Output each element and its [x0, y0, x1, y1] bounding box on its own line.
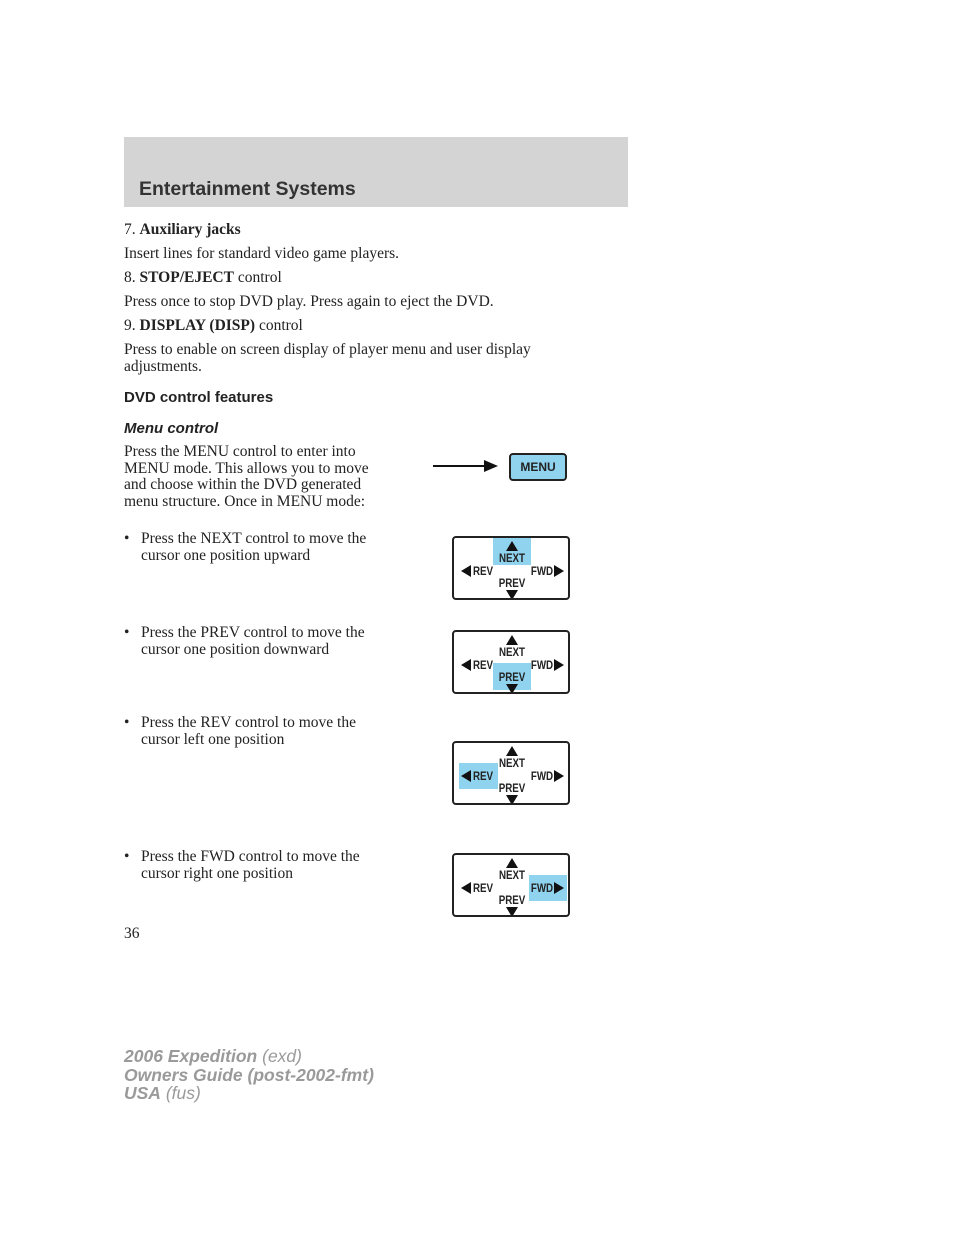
label-fwd: FWD: [530, 659, 554, 673]
arrow-down-icon: [506, 907, 518, 915]
control-pad-graphic: [454, 632, 568, 692]
item-suffix: control: [255, 317, 303, 334]
label-prev: PREV: [498, 894, 526, 908]
arrow-up-icon: [506, 858, 518, 868]
footer-market: USA: [124, 1083, 161, 1103]
item-9-description: Press to enable on screen display of player menu and user display adjustments.: [124, 341, 531, 375]
label-next: NEXT: [498, 552, 526, 566]
label-next: NEXT: [498, 869, 526, 883]
footer-model-code: (exd): [257, 1046, 302, 1066]
item-8-description: Press once to stop DVD play. Press again to eject the DVD.: [124, 293, 494, 310]
bullet-text: Press the REV control to move the cursor left one position: [141, 714, 356, 748]
footer-market-code: (fus): [160, 1083, 201, 1103]
label-prev: PREV: [498, 671, 526, 685]
label-fwd: FWD: [530, 770, 554, 784]
control-pad-graphic: [454, 538, 568, 598]
bullet-dot-icon: •: [124, 714, 130, 731]
menu-intro-text: Press the MENU control to enter into MENU mode. This allows you to move and choose within the DVD generated menu structure. Once in MENU mode:: [124, 443, 369, 510]
label-next: NEXT: [498, 646, 526, 660]
control-pad-fwd: [452, 853, 570, 917]
label-rev: REV: [472, 882, 494, 896]
footer: [124, 1047, 374, 1103]
label-fwd: FWD: [530, 882, 554, 896]
item-7-heading: [124, 222, 241, 239]
item-label: Auxiliary jacks: [139, 221, 241, 238]
bullet-dot-icon: •: [124, 530, 130, 547]
control-pad-prev: [452, 630, 570, 694]
control-pad-rev: [452, 741, 570, 805]
arrow-right-icon: [432, 458, 500, 474]
label-prev: PREV: [498, 782, 526, 796]
menu-control-subheading: Menu control: [124, 420, 219, 437]
item-suffix: control: [233, 269, 282, 286]
item-9-heading: [124, 318, 303, 335]
control-pad-graphic: [454, 743, 568, 803]
control-pad-next: [452, 536, 570, 600]
arrow-right-icon: [554, 770, 564, 782]
arrow-right-icon: [554, 565, 564, 577]
item-number: 8.: [124, 269, 136, 286]
item-number: 9.: [124, 317, 136, 334]
label-rev: REV: [472, 659, 494, 673]
item-label: STOP/EJECT: [139, 269, 234, 286]
arrow-right-icon: [554, 659, 564, 671]
arrow-left-icon: [461, 882, 471, 894]
menu-button: MENU: [509, 453, 567, 481]
bullet-text: Press the FWD control to move the cursor right one position: [141, 848, 360, 882]
footer-line-3: [124, 1084, 374, 1103]
arrow-left-icon: [461, 659, 471, 671]
control-pad-graphic: [454, 855, 568, 915]
arrow-left-icon: [461, 565, 471, 577]
bullet-text: Press the NEXT control to move the cursor one position upward: [141, 530, 367, 564]
label-next: NEXT: [498, 757, 526, 771]
arrow-up-icon: [506, 635, 518, 645]
dvd-heading: DVD control features: [124, 389, 274, 406]
arrow-up-icon: [506, 746, 518, 756]
section-title: Entertainment Systems: [139, 178, 356, 200]
label-rev: REV: [472, 565, 494, 579]
arrow-down-icon: [506, 795, 518, 803]
label-fwd: FWD: [530, 565, 554, 579]
page-number: 36: [124, 925, 140, 942]
bullet-dot-icon: •: [124, 624, 130, 641]
label-prev: PREV: [498, 577, 526, 591]
label-rev: REV: [472, 770, 494, 784]
footer-line-2: Owners Guide (post-2002-fmt): [124, 1064, 374, 1085]
bullet-dot-icon: •: [124, 848, 130, 865]
item-8-heading: [124, 270, 282, 287]
footer-line-1: [124, 1047, 374, 1066]
arrow-down-icon: [506, 590, 518, 598]
footer-model: 2006 Expedition: [124, 1046, 258, 1066]
bullet-text: Press the PREV control to move the cursor one position downward: [141, 624, 365, 658]
item-number: 7.: [124, 221, 136, 238]
item-7-description: Insert lines for standard video game players.: [124, 245, 400, 262]
item-label: DISPLAY (DISP): [139, 317, 256, 334]
